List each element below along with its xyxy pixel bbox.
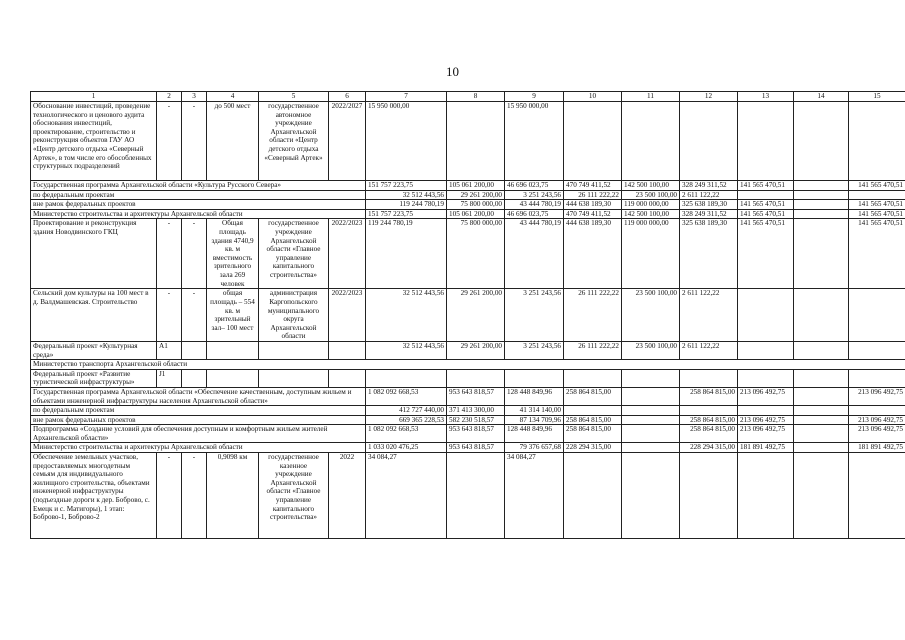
amount-cell xyxy=(849,369,905,387)
amount-cell: 141 565 470,51 xyxy=(849,209,905,219)
amount-cell: 26 111 222,22 xyxy=(564,341,622,359)
row-label: по федеральным проектам xyxy=(31,190,366,200)
amount-cell: 32 512 443,56 xyxy=(366,190,447,200)
amount-cell: 669 365 228,53 xyxy=(366,415,447,425)
amount-cell xyxy=(849,341,905,359)
amount-cell: 23 500 100,00 xyxy=(622,341,680,359)
program-label: Государственная программа Архангельской области «Культура Русского Севера» xyxy=(31,181,366,191)
amount-cell: 142 500 100,00 xyxy=(622,209,680,219)
table-row xyxy=(31,209,905,219)
table-row xyxy=(31,360,905,370)
amount-cell xyxy=(794,443,849,453)
amount-cell xyxy=(622,443,680,453)
amount-cell: 371 413 300,00 xyxy=(447,406,505,416)
cell: - xyxy=(157,102,182,181)
cell: - xyxy=(182,102,207,181)
table-row xyxy=(31,219,905,289)
amount-cell xyxy=(794,453,849,539)
amount-cell xyxy=(622,387,680,405)
amount-cell xyxy=(794,406,849,416)
amount-cell xyxy=(794,219,849,289)
amount-cell: 46 696 023,75 xyxy=(505,209,564,219)
header-cell: 5 xyxy=(259,92,329,102)
amount-cell: 34 084,27 xyxy=(505,453,564,539)
header-cell: 12 xyxy=(680,92,738,102)
amount-cell: 141 565 470,51 xyxy=(738,209,794,219)
amount-cell: 444 638 189,30 xyxy=(564,200,622,210)
cell xyxy=(207,341,259,359)
amount-cell xyxy=(366,369,447,387)
amount-cell xyxy=(564,369,622,387)
amount-cell xyxy=(622,102,680,181)
amount-cell: 32 512 443,56 xyxy=(366,289,447,342)
amount-cell xyxy=(738,406,794,416)
amount-cell xyxy=(849,453,905,539)
period-cell: 2022 xyxy=(329,453,366,539)
amount-cell xyxy=(794,181,849,191)
object-name: Сельский дом культуры на 100 мест в д. Валдмашевская. Строительство xyxy=(31,289,157,342)
amount-cell: 3 251 243,56 xyxy=(505,289,564,342)
cell xyxy=(329,341,366,359)
amount-cell xyxy=(794,387,849,405)
amount-cell: 470 749 411,52 xyxy=(564,181,622,191)
amount-cell: 213 096 492,75 xyxy=(738,425,794,443)
amount-cell: 328 249 311,52 xyxy=(680,209,738,219)
amount-cell: 119 000 000,00 xyxy=(622,219,680,289)
amount-cell: 2 611 122,22 xyxy=(680,289,738,342)
amount-cell: 213 096 492,75 xyxy=(849,415,905,425)
amount-cell xyxy=(738,289,794,342)
table-row xyxy=(31,181,905,191)
cell xyxy=(259,369,329,387)
amount-cell: 953 643 818,57 xyxy=(447,387,505,405)
amount-cell xyxy=(849,406,905,416)
amount-cell: 128 448 849,96 xyxy=(505,387,564,405)
subprogram-label: Подпрограмма «Создание условий для обеспечения доступным и комфортным жильем жителей Архангельской области» xyxy=(31,425,366,443)
amount-cell: 258 864 815,00 xyxy=(680,425,738,443)
header-cell: 1 xyxy=(31,92,157,102)
table-row xyxy=(31,415,905,425)
amount-cell: 43 444 780,19 xyxy=(505,200,564,210)
amount-cell xyxy=(794,369,849,387)
ministry-label: Министерство транспорта Архангельской области xyxy=(31,360,905,370)
table-row xyxy=(31,453,905,539)
header-cell: 4 xyxy=(207,92,259,102)
amount-cell xyxy=(849,102,905,181)
amount-cell: 29 261 200,00 xyxy=(447,190,505,200)
amount-cell xyxy=(849,190,905,200)
header-cell: 11 xyxy=(622,92,680,102)
cell: - xyxy=(157,219,182,289)
amount-cell xyxy=(564,453,622,539)
amount-cell: 34 084,27 xyxy=(366,453,447,539)
page-number: 10 xyxy=(446,64,459,79)
table-row xyxy=(31,341,905,359)
column-number-row xyxy=(31,92,905,102)
amount-cell: 119 244 780,19 xyxy=(366,200,447,210)
cell xyxy=(329,369,366,387)
cell xyxy=(207,369,259,387)
row-label: вне рамок федеральных проектов xyxy=(31,200,366,210)
row-label: вне рамок федеральных проектов xyxy=(31,415,366,425)
amount-cell: 141 565 470,51 xyxy=(849,219,905,289)
table-row xyxy=(31,387,905,405)
header-cell: 15 xyxy=(849,92,905,102)
header-cell: 6 xyxy=(329,92,366,102)
amount-cell: 29 261 200,00 xyxy=(447,289,505,342)
amount-cell: 213 096 492,75 xyxy=(738,415,794,425)
capacity-cell: 0,9098 км xyxy=(207,453,259,539)
program-label: Государственная программа Архангельской области «Обеспечение качественным, доступным жильем и объектами инженерной инфраструктуры населения Архангельской области» xyxy=(31,387,366,405)
amount-cell: 141 565 470,51 xyxy=(738,181,794,191)
amount-cell: 151 757 223,75 xyxy=(366,209,447,219)
capacity-cell: общая площадь – 554 кв. м зрительный зал– 100 мест xyxy=(207,289,259,342)
amount-cell: 213 096 492,75 xyxy=(738,387,794,405)
amount-cell: 328 249 311,52 xyxy=(680,181,738,191)
cell xyxy=(259,341,329,359)
amount-cell xyxy=(447,369,505,387)
header-cell: 2 xyxy=(157,92,182,102)
amount-cell xyxy=(564,406,622,416)
amount-cell: 258 864 815,00 xyxy=(564,425,622,443)
amount-cell: 258 864 815,00 xyxy=(564,415,622,425)
amount-cell: 325 638 189,30 xyxy=(680,200,738,210)
header-cell: 3 xyxy=(182,92,207,102)
amount-cell: 3 251 243,56 xyxy=(505,341,564,359)
amount-cell: 181 891 492,75 xyxy=(849,443,905,453)
cell: - xyxy=(182,219,207,289)
table-row xyxy=(31,200,905,210)
amount-cell xyxy=(738,190,794,200)
amount-cell xyxy=(622,453,680,539)
table-row xyxy=(31,190,905,200)
project-code: J1 xyxy=(157,369,182,387)
amount-cell: 29 261 200,00 xyxy=(447,341,505,359)
amount-cell: 1 082 092 668,53 xyxy=(366,425,447,443)
amount-cell: 142 500 100,00 xyxy=(622,181,680,191)
cell xyxy=(182,341,207,359)
amount-cell: 228 294 315,00 xyxy=(564,443,622,453)
period-cell: 2022/2023 xyxy=(329,219,366,289)
cell: - xyxy=(157,453,182,539)
amount-cell: 258 864 815,00 xyxy=(680,387,738,405)
table-row xyxy=(31,443,905,453)
amount-cell: 15 950 000,00 xyxy=(366,102,447,181)
financing-table xyxy=(30,91,905,539)
amount-cell xyxy=(794,425,849,443)
amount-cell xyxy=(794,190,849,200)
ministry-label: Министерство строительства и архитектуры Архангельской области xyxy=(31,443,366,453)
table-row xyxy=(31,425,905,443)
amount-cell: 43 444 780,19 xyxy=(505,219,564,289)
amount-cell: 105 061 200,00 xyxy=(447,209,505,219)
amount-cell: 151 757 223,75 xyxy=(366,181,447,191)
row-label: по федеральным проектам xyxy=(31,406,366,416)
amount-cell: 213 096 492,75 xyxy=(849,387,905,405)
federal-project-name: Федеральный проект «Развитие туристической инфраструктуры» xyxy=(31,369,157,387)
amount-cell xyxy=(849,289,905,342)
amount-cell xyxy=(622,406,680,416)
period-cell: 2022/2023 xyxy=(329,289,366,342)
amount-cell: 105 061 200,00 xyxy=(447,181,505,191)
amount-cell: 141 565 470,51 xyxy=(849,200,905,210)
amount-cell xyxy=(622,415,680,425)
amount-cell xyxy=(680,369,738,387)
customer-cell: государственное автономное учреждение Архангельской области «Центр детского отдыха «Северный Артек» xyxy=(259,102,329,181)
cell xyxy=(182,369,207,387)
table-row xyxy=(31,406,905,416)
amount-cell: 32 512 443,56 xyxy=(366,341,447,359)
amount-cell: 1 033 020 476,25 xyxy=(366,443,447,453)
period-cell: 2022/2027 xyxy=(329,102,366,181)
amount-cell: 412 727 440,00 xyxy=(366,406,447,416)
amount-cell: 2 611 122,22 xyxy=(680,190,738,200)
object-name: Обоснование инвестиций, проведение технологического и ценового аудита обоснования инвестиций, проектирование, строительство и реконструкция объектов ГАУ АО «Центр детского отдыха «Северный Артек», в том числе его обособленных структурных подразделений xyxy=(31,102,157,181)
amount-cell: 87 134 709,96 xyxy=(505,415,564,425)
amount-cell: 23 500 100,00 xyxy=(622,190,680,200)
amount-cell: 2 611 122,22 xyxy=(680,341,738,359)
federal-project-name: Федеральный проект «Культурная среда» xyxy=(31,341,157,359)
amount-cell xyxy=(564,102,622,181)
cell: - xyxy=(182,289,207,342)
amount-cell xyxy=(505,369,564,387)
header-cell: 10 xyxy=(564,92,622,102)
header-cell: 8 xyxy=(447,92,505,102)
amount-cell: 26 111 222,22 xyxy=(564,190,622,200)
amount-cell: 141 565 470,51 xyxy=(738,200,794,210)
capacity-cell: Общая площадь здания 4740,9 кв. м вместимость зрительного зала 269 человек xyxy=(207,219,259,289)
amount-cell: 141 565 470,51 xyxy=(738,219,794,289)
cell: - xyxy=(157,289,182,342)
amount-cell xyxy=(794,200,849,210)
table-row xyxy=(31,289,905,342)
amount-cell xyxy=(738,102,794,181)
amount-cell: 582 230 518,57 xyxy=(447,415,505,425)
amount-cell xyxy=(794,341,849,359)
object-name: Проектирование и реконструкция здания Новодвинского ГКЦ xyxy=(31,219,157,289)
table-row xyxy=(31,102,905,181)
customer-cell: государственное учреждение Архангельской области «Главное управление капитального строительства» xyxy=(259,219,329,289)
header-cell: 9 xyxy=(505,92,564,102)
amount-cell xyxy=(680,102,738,181)
table-row xyxy=(31,369,905,387)
amount-cell xyxy=(794,209,849,219)
amount-cell: 15 950 000,00 xyxy=(505,102,564,181)
amount-cell: 213 096 492,75 xyxy=(849,425,905,443)
header-cell: 13 xyxy=(738,92,794,102)
amount-cell xyxy=(622,369,680,387)
project-code: А1 xyxy=(157,341,182,359)
amount-cell xyxy=(447,102,505,181)
amount-cell xyxy=(738,341,794,359)
amount-cell xyxy=(680,453,738,539)
amount-cell xyxy=(447,453,505,539)
amount-cell: 181 891 492,75 xyxy=(738,443,794,453)
amount-cell: 1 082 092 668,53 xyxy=(366,387,447,405)
amount-cell xyxy=(794,415,849,425)
amount-cell: 41 314 140,00 xyxy=(505,406,564,416)
amount-cell: 953 643 818,57 xyxy=(447,443,505,453)
amount-cell xyxy=(794,102,849,181)
cell: - xyxy=(182,453,207,539)
amount-cell xyxy=(680,406,738,416)
amount-cell: 128 448 849,96 xyxy=(505,425,564,443)
amount-cell xyxy=(794,289,849,342)
amount-cell: 119 000 000,00 xyxy=(622,200,680,210)
ministry-label: Министерство строительства и архитектуры Архангельской области xyxy=(31,209,366,219)
amount-cell xyxy=(622,425,680,443)
header-cell: 7 xyxy=(366,92,447,102)
amount-cell: 26 111 222,22 xyxy=(564,289,622,342)
amount-cell: 953 643 818,57 xyxy=(447,425,505,443)
amount-cell: 141 565 470,51 xyxy=(849,181,905,191)
amount-cell: 46 696 023,75 xyxy=(505,181,564,191)
amount-cell: 258 864 815,00 xyxy=(680,415,738,425)
amount-cell: 470 749 411,52 xyxy=(564,209,622,219)
amount-cell xyxy=(738,369,794,387)
customer-cell: государственное казенное учреждение Архангельской области «Главное управление капитального строительства» xyxy=(259,453,329,539)
object-name: Обеспечение земельных участков, предоставляемых многодетным семьям для индивидуального жилищного строительства, объектами инженерной инфраструктуры (подъездные дороги к дер. Боброво, с. Емецк и с. Матигоры), 1 этап: Боброво-1, Боброво-2 xyxy=(31,453,157,539)
amount-cell xyxy=(738,453,794,539)
amount-cell: 258 864 815,00 xyxy=(564,387,622,405)
amount-cell: 75 800 000,00 xyxy=(447,219,505,289)
amount-cell: 228 294 315,00 xyxy=(680,443,738,453)
amount-cell: 444 638 189,30 xyxy=(564,219,622,289)
amount-cell: 23 500 100,00 xyxy=(622,289,680,342)
amount-cell: 75 800 000,00 xyxy=(447,200,505,210)
amount-cell: 119 244 780,19 xyxy=(366,219,447,289)
amount-cell: 325 638 189,30 xyxy=(680,219,738,289)
capacity-cell: до 500 мест xyxy=(207,102,259,181)
customer-cell: администрация Каргопольского муниципального округа Архангельской области xyxy=(259,289,329,342)
amount-cell: 79 376 657,68 xyxy=(505,443,564,453)
header-cell: 14 xyxy=(794,92,849,102)
amount-cell: 3 251 243,56 xyxy=(505,190,564,200)
